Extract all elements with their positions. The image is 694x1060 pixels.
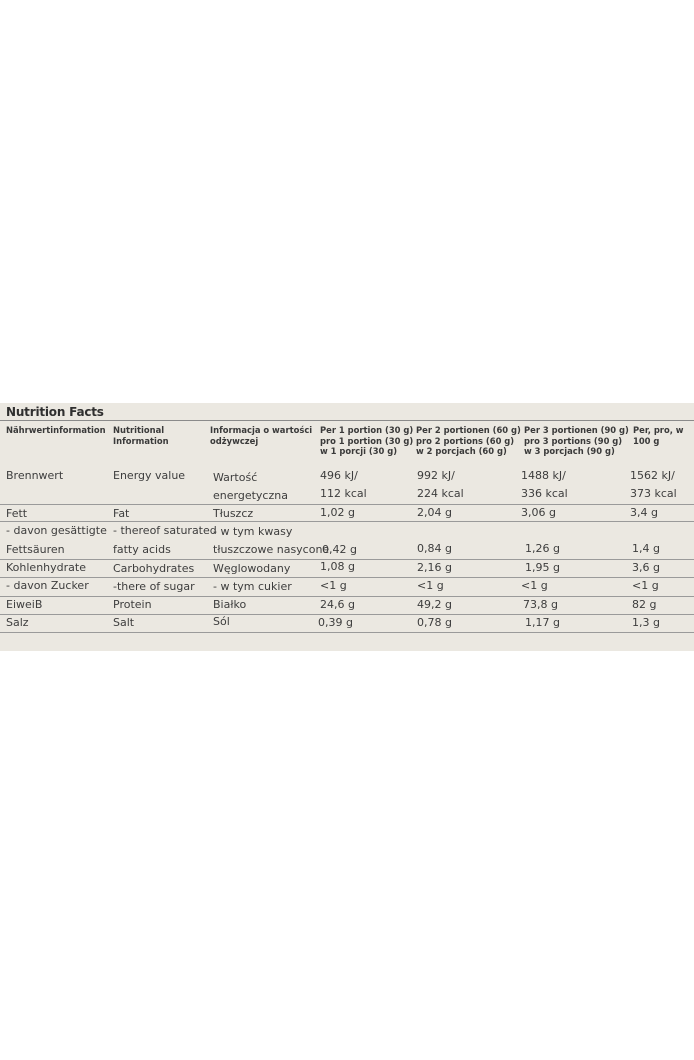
carbs-label-de: Kohlenhydrate: [6, 561, 86, 574]
carbs-label-en: Carbohydrates: [113, 562, 195, 575]
energy-value: 373 kcal: [630, 487, 677, 500]
sugar-value: <1 g: [320, 579, 347, 592]
salt-value: 0,78 g: [417, 616, 452, 629]
fat-value: 2,04 g: [417, 506, 452, 519]
saturated-label-de: - davon gesättigte: [6, 524, 107, 537]
header-2-portions: [416, 425, 521, 457]
header-line: Information: [113, 435, 169, 446]
header-line: odżywczej: [210, 435, 259, 446]
nutrition-table: [0, 403, 694, 651]
protein-label-pl: Białko: [213, 598, 247, 611]
header-line: Nutritional: [113, 425, 165, 435]
saturated-label-pl: tłuszczowe nasycone: [213, 543, 330, 556]
row-divider: [0, 521, 694, 522]
header-de: [6, 425, 106, 436]
header-line: w 3 porcjach (90 g): [524, 446, 615, 456]
saturated-value: 1,26 g: [525, 542, 560, 555]
sugar-value: <1 g: [521, 579, 548, 592]
energy-value: 992 kJ/: [417, 469, 455, 482]
saturated-value: 0,84 g: [417, 542, 452, 555]
row-divider: [0, 614, 694, 615]
header-line: Per 3 portionen (90 g): [524, 425, 629, 435]
header-line: w 2 porcjach (60 g): [416, 446, 507, 456]
header-line: pro 1 portion (30 g): [320, 435, 414, 446]
energy-value: 1488 kJ/: [521, 469, 566, 482]
carbs-value: 1,08 g: [320, 560, 355, 573]
carbs-label-pl: Węglowodany: [213, 562, 291, 575]
row-divider: [0, 577, 694, 578]
sugar-value: <1 g: [417, 579, 444, 592]
energy-value: 224 kcal: [417, 487, 464, 500]
protein-value: 73,8 g: [523, 598, 558, 611]
header-line: 100 g: [633, 435, 660, 446]
saturated-label-de: Fettsäuren: [6, 543, 65, 556]
protein-value: 24,6 g: [320, 598, 355, 611]
fat-label-de: Fett: [6, 507, 28, 520]
energy-label-en: Energy value: [113, 469, 186, 482]
header-pl: [210, 425, 312, 446]
saturated-label-en: - thereof saturated: [113, 524, 217, 537]
header-line: pro 2 portions (60 g): [416, 435, 515, 446]
salt-label-de: Salz: [6, 616, 29, 629]
header-line: Per 1 portion (30 g): [320, 425, 414, 435]
salt-value: 0,39 g: [318, 616, 353, 629]
saturated-label-pl: - w tym kwasy: [213, 525, 293, 538]
energy-label-pl: Wartość: [213, 471, 258, 484]
protein-label-en: Protein: [113, 598, 152, 611]
row-divider: [0, 632, 694, 633]
salt-value: 1,17 g: [525, 616, 560, 629]
row-divider: [0, 596, 694, 597]
header-line: w 1 porcji (30 g): [320, 446, 398, 456]
header-line: Per 2 portionen (60 g): [416, 425, 521, 435]
energy-value: 112 kcal: [320, 487, 367, 500]
fat-value: 3,4 g: [630, 506, 658, 519]
header-100g: [633, 425, 684, 446]
saturated-label-en: fatty acids: [113, 543, 171, 556]
energy-value: 1562 kJ/: [630, 469, 675, 482]
header-3-portions: [524, 425, 629, 457]
header-line: pro 3 portions (90 g): [524, 435, 623, 446]
sugar-label-en: -there of sugar: [113, 580, 195, 593]
table-title: Nutrition Facts: [6, 405, 104, 419]
energy-label-de: Brennwert: [6, 469, 64, 482]
header-line: Informacja o wartości: [210, 425, 313, 435]
protein-value: 82 g: [632, 598, 657, 611]
energy-label-pl: energetyczna: [213, 489, 288, 502]
energy-value: 336 kcal: [521, 487, 568, 500]
fat-value: 1,02 g: [320, 506, 355, 519]
header-en: [113, 425, 169, 446]
protein-value: 49,2 g: [417, 598, 452, 611]
row-divider: [0, 504, 694, 505]
saturated-value: 0,42 g: [322, 543, 357, 556]
divider: [0, 420, 694, 421]
energy-value: 496 kJ/: [320, 469, 358, 482]
sugar-value: <1 g: [632, 579, 659, 592]
fat-label-pl: Tłuszcz: [213, 507, 254, 520]
sugar-label-pl: - w tym cukier: [213, 580, 292, 593]
salt-label-en: Salt: [113, 616, 135, 629]
fat-value: 3,06 g: [521, 506, 556, 519]
salt-label-pl: Sól: [213, 615, 230, 628]
carbs-value: 2,16 g: [417, 561, 452, 574]
salt-value: 1,3 g: [632, 616, 660, 629]
sugar-label-de: - davon Zucker: [6, 579, 89, 592]
fat-label-en: Fat: [113, 507, 130, 520]
carbs-value: 1,95 g: [525, 561, 560, 574]
protein-label-de: EiweiB: [6, 598, 43, 611]
header-line: Per, pro, w: [633, 425, 684, 435]
carbs-value: 3,6 g: [632, 561, 660, 574]
header-1-portion: [320, 425, 413, 457]
saturated-value: 1,4 g: [632, 542, 660, 555]
header-line: Nährwertinformation: [6, 425, 106, 435]
